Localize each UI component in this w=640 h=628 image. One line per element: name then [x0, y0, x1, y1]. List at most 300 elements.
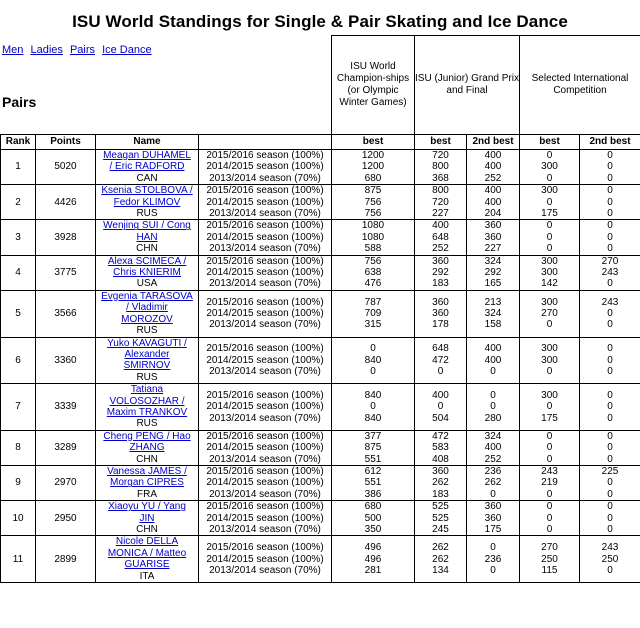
gp-best-cell — [415, 501, 467, 536]
rank-cell: 11 — [1, 536, 36, 583]
skater-name-link[interactable]: Nicole DELLA — [115, 536, 179, 548]
ic-2nd-cell — [580, 150, 640, 185]
gp-2nd-cell — [467, 150, 520, 185]
ic-2nd-cell — [580, 255, 640, 290]
nation-code: CHN — [136, 524, 158, 535]
gp-2nd-cell-value: 175 — [484, 524, 502, 535]
nation-code: RUS — [136, 418, 158, 430]
gp-best-cell-value: 292 — [432, 267, 449, 279]
ic-best-cell-value: 300 — [541, 389, 558, 401]
gp-best-cell-value: 262 — [432, 553, 449, 565]
wc-best-cell — [332, 290, 415, 337]
wc-best-cell-value: 476 — [364, 278, 382, 290]
ic-2nd-cell-value: 0 — [607, 524, 613, 535]
ic-best-cell — [520, 290, 580, 337]
gp-2nd-cell-value: 400 — [484, 343, 502, 355]
season-cell-value: 2014/2015 season (100%) — [206, 267, 324, 279]
wc-best-cell-value: 551 — [364, 453, 382, 465]
skater-name-cell — [96, 384, 199, 431]
ic-best-cell-value: 0 — [546, 442, 553, 454]
season-cell-value: 2013/2014 season (70%) — [209, 366, 321, 378]
wc-best-cell — [332, 384, 415, 431]
ic-best-cell-value: 300 — [541, 343, 558, 355]
season-cell-value: 2013/2014 season (70%) — [209, 564, 321, 576]
ic-2nd-cell-value: 0 — [607, 343, 613, 355]
season-cell — [199, 501, 332, 536]
ic-2nd-cell — [580, 430, 640, 465]
ic-best-cell-value: 243 — [541, 465, 558, 477]
season-cell-value: 2015/2016 season (100%) — [206, 150, 324, 161]
gp-2nd-cell — [467, 220, 520, 255]
ic-best-cell-value: 0 — [546, 453, 553, 465]
gp-best-cell-value: 183 — [432, 278, 449, 290]
ic-best-cell — [520, 536, 580, 583]
rank-cell: 2 — [1, 185, 36, 220]
season-cell-value: 2015/2016 season (100%) — [206, 389, 324, 401]
ic-best-cell — [520, 150, 580, 185]
season-cell-value: 2014/2015 season (100%) — [206, 477, 324, 489]
gp-best-cell-value: 134 — [432, 564, 449, 576]
ic-best-cell-value: 175 — [541, 412, 558, 424]
skater-name-link[interactable]: Vanessa JAMES / — [107, 465, 187, 477]
col-header-points: Points — [36, 135, 96, 150]
gp-best-cell-value: 504 — [432, 412, 449, 424]
season-cell-value: 2013/2014 season (70%) — [209, 524, 321, 535]
page-title: ISU World Standings for Single & Pair Skating and Ice Dance — [72, 12, 568, 31]
rank-cell: 7 — [1, 384, 36, 431]
gp-best-cell — [415, 465, 467, 500]
gp-best-cell-value: 400 — [432, 389, 449, 401]
wc-best-cell — [332, 337, 415, 384]
gp-best-cell — [415, 430, 467, 465]
wc-best-cell-value: 0 — [370, 343, 376, 355]
season-cell-value: 2014/2015 season (100%) — [206, 231, 324, 243]
gp-2nd-cell-value: 280 — [484, 412, 502, 424]
season-cell-value: 2015/2016 season (100%) — [206, 343, 324, 355]
ic-best-cell-value: 0 — [546, 488, 553, 500]
gp-2nd-cell-value: 0 — [490, 542, 496, 554]
gp-best-cell-value: 360 — [432, 465, 449, 477]
season-cell-value: 2015/2016 season (100%) — [206, 542, 324, 554]
ic-best-cell-value: 219 — [541, 477, 558, 489]
ic-best-cell — [520, 255, 580, 290]
season-cell-value: 2013/2014 season (70%) — [209, 412, 321, 424]
ic-best-cell-value: 0 — [546, 150, 553, 161]
ic-2nd-cell-value: 0 — [607, 512, 613, 524]
nation-code: RUS — [136, 208, 158, 220]
ic-2nd-cell-value: 0 — [607, 412, 613, 424]
rank-cell: 8 — [1, 430, 36, 465]
gp-2nd-cell — [467, 185, 520, 220]
wc-best-cell — [332, 465, 415, 500]
ic-best-cell — [520, 384, 580, 431]
skater-name-link[interactable]: ZHANG — [129, 442, 165, 454]
skater-name-link[interactable]: Tatiana — [130, 384, 164, 396]
table-row — [1, 384, 640, 431]
nav-link-ladies[interactable]: Ladies — [30, 44, 63, 56]
wc-best-cell-value: 1080 — [361, 231, 385, 243]
col-header-wc-best: best — [332, 135, 415, 150]
skater-name-link[interactable]: Maxim TRANKOV — [106, 406, 188, 418]
gp-2nd-cell-value: 0 — [490, 389, 496, 401]
gp-2nd-cell-value: 252 — [484, 453, 502, 465]
skater-name-cell — [96, 255, 199, 290]
wc-best-cell-value: 1200 — [361, 161, 385, 173]
ic-best-cell-value: 115 — [541, 564, 558, 576]
gp-2nd-cell-value: 0 — [490, 488, 496, 500]
ic-best-cell — [520, 501, 580, 536]
points-cell: 2950 — [36, 501, 96, 536]
season-cell-value: 2013/2014 season (70%) — [209, 453, 321, 465]
skater-name-link[interactable]: JIN — [139, 512, 155, 524]
col-header-ic-best: best — [520, 135, 580, 150]
wc-best-cell-value: 840 — [364, 412, 382, 424]
gp-2nd-cell-value: 400 — [484, 150, 502, 161]
skater-name-link[interactable]: Meagan DUHAMEL — [103, 150, 191, 161]
ic-2nd-cell-value: 0 — [607, 564, 613, 576]
wc-best-cell-value: 0 — [370, 401, 376, 413]
skater-name-link[interactable]: SMIRNOV — [123, 360, 171, 372]
ic-best-cell-value: 300 — [541, 255, 558, 267]
ic-2nd-cell — [580, 220, 640, 255]
ic-best-cell-value: 0 — [546, 430, 553, 442]
skater-name-cell — [96, 337, 199, 384]
gp-2nd-cell — [467, 255, 520, 290]
group-header-grand-prix: ISU (Junior) Grand Prix and Final — [415, 36, 520, 135]
season-cell-value: 2014/2015 season (100%) — [206, 512, 324, 524]
nation-code: CAN — [136, 172, 158, 184]
gp-best-cell — [415, 384, 467, 431]
skater-name-link[interactable]: MOROZOV — [121, 313, 173, 325]
nav-link-men[interactable]: Men — [2, 44, 24, 56]
season-cell-value: 2015/2016 season (100%) — [206, 430, 324, 442]
rank-cell: 9 — [1, 465, 36, 500]
ic-2nd-cell-value: 0 — [607, 477, 613, 489]
gp-best-cell-value: 720 — [432, 196, 449, 208]
gp-best-cell-value: 178 — [432, 319, 449, 331]
table-row — [1, 337, 640, 384]
gp-best-cell-value: 0 — [437, 401, 444, 413]
ic-2nd-cell-value: 0 — [607, 430, 613, 442]
ic-2nd-cell-value: 0 — [607, 208, 613, 220]
season-cell-value: 2013/2014 season (70%) — [209, 243, 321, 255]
season-cell-value: 2013/2014 season (70%) — [209, 488, 321, 500]
wc-best-cell-value: 840 — [364, 354, 382, 366]
ic-best-cell-value: 0 — [546, 231, 553, 243]
gp-best-cell-value: 400 — [432, 220, 449, 232]
skater-name-link[interactable]: Yuko KAVAGUTI / — [107, 337, 187, 349]
skater-name-link[interactable]: Xiaoyu YU / Yang — [108, 501, 186, 513]
table-row — [1, 290, 640, 337]
skater-name-link[interactable]: Morgan CIPRES — [110, 477, 184, 489]
points-cell: 3928 — [36, 220, 96, 255]
gp-2nd-cell-value: 292 — [484, 267, 502, 279]
gp-best-cell-value: 360 — [432, 255, 449, 267]
gp-2nd-cell-value: 400 — [484, 442, 502, 454]
wc-best-cell-value: 787 — [364, 296, 382, 308]
gp-2nd-cell-value: 213 — [484, 296, 502, 308]
ic-best-cell-value: 250 — [541, 553, 558, 565]
gp-best-cell-value: 368 — [432, 172, 449, 184]
ic-2nd-cell-value: 0 — [607, 354, 613, 366]
gp-2nd-cell-value: 0 — [490, 401, 496, 413]
gp-best-cell-value: 525 — [432, 501, 449, 513]
gp-2nd-cell-value: 165 — [484, 278, 502, 290]
ic-best-cell — [520, 465, 580, 500]
season-cell-value: 2015/2016 season (100%) — [206, 501, 324, 513]
section-heading: Pairs — [2, 94, 37, 110]
gp-2nd-cell-value: 0 — [490, 564, 496, 576]
ic-2nd-cell-value: 0 — [607, 220, 613, 232]
table-row — [1, 150, 640, 185]
wc-best-cell-value: 680 — [364, 501, 382, 513]
season-cell-value: 2014/2015 season (100%) — [206, 307, 324, 319]
ic-2nd-cell-value: 0 — [607, 172, 613, 184]
skater-name-link[interactable]: Cheng PENG / Hao — [103, 430, 191, 442]
ic-2nd-cell — [580, 384, 640, 431]
points-cell: 4426 — [36, 185, 96, 220]
ic-best-cell-value: 0 — [546, 401, 553, 413]
season-cell-value: 2014/2015 season (100%) — [206, 553, 324, 565]
gp-2nd-cell-value: 360 — [484, 512, 502, 524]
skater-name-link[interactable]: Alexa SCIMECA / — [107, 255, 187, 267]
ic-best-cell-value: 300 — [541, 185, 558, 197]
wc-best-cell-value: 551 — [364, 477, 382, 489]
ic-2nd-cell-value: 0 — [607, 366, 613, 378]
ic-2nd-cell-value: 0 — [607, 243, 613, 255]
skater-name-cell — [96, 150, 199, 185]
ic-best-cell-value: 142 — [541, 278, 558, 290]
wc-best-cell-value: 386 — [364, 488, 382, 500]
gp-2nd-cell-value: 360 — [484, 231, 502, 243]
ic-2nd-cell — [580, 185, 640, 220]
skater-name-cell — [96, 430, 199, 465]
nation-code: CHN — [136, 243, 158, 255]
season-cell-value: 2014/2015 season (100%) — [206, 161, 324, 173]
table-row — [1, 220, 640, 255]
col-header-ic-2nd: 2nd best — [580, 135, 640, 150]
group-header-world-championships: ISU World Champion-ships (or Olympic Winter Games) — [332, 36, 415, 135]
wc-best-cell-value: 756 — [364, 208, 382, 220]
season-cell-value: 2014/2015 season (100%) — [206, 354, 324, 366]
ic-best-cell-value: 0 — [546, 366, 553, 378]
group-header-international: Selected International Competition — [520, 36, 640, 135]
ic-2nd-cell-value: 0 — [607, 150, 613, 161]
season-cell — [199, 220, 332, 255]
gp-best-cell-value: 472 — [432, 354, 449, 366]
ic-2nd-cell-value: 0 — [607, 231, 613, 243]
points-cell: 3775 — [36, 255, 96, 290]
gp-best-cell-value: 360 — [432, 307, 449, 319]
wc-best-cell-value: 500 — [364, 512, 382, 524]
skater-name-link[interactable]: HAN — [136, 231, 158, 243]
wc-best-cell-value: 875 — [364, 185, 382, 197]
nation-code: CHN — [136, 453, 158, 465]
skater-name-link[interactable]: VOLOSOZHAR / — [109, 395, 185, 407]
gp-best-cell — [415, 290, 467, 337]
points-cell: 3339 — [36, 384, 96, 431]
wc-best-cell-value: 496 — [364, 542, 382, 554]
season-cell-value: 2014/2015 season (100%) — [206, 401, 324, 413]
skater-name-cell — [96, 536, 199, 583]
ic-best-cell-value: 300 — [541, 267, 558, 279]
rank-cell: 4 — [1, 255, 36, 290]
gp-2nd-cell — [467, 536, 520, 583]
gp-best-cell-value: 245 — [432, 524, 449, 535]
nav-link-ice-dance[interactable]: Ice Dance — [102, 44, 152, 56]
table-row — [1, 501, 640, 536]
rank-cell: 10 — [1, 501, 36, 536]
season-cell — [199, 430, 332, 465]
rank-cell: 1 — [1, 150, 36, 185]
season-cell-value: 2013/2014 season (70%) — [209, 208, 321, 220]
season-cell-value: 2013/2014 season (70%) — [209, 278, 321, 290]
skater-name-link[interactable]: GUARISE — [124, 559, 170, 571]
wc-best-cell — [332, 185, 415, 220]
gp-best-cell-value: 800 — [432, 185, 449, 197]
ic-2nd-cell-value: 0 — [607, 307, 613, 319]
wc-best-cell-value: 315 — [364, 319, 382, 331]
skater-name-cell — [96, 185, 199, 220]
ic-2nd-cell-value: 0 — [607, 501, 613, 513]
ic-best-cell — [520, 337, 580, 384]
standings-table — [0, 35, 640, 583]
season-cell — [199, 384, 332, 431]
season-cell — [199, 185, 332, 220]
season-cell-value: 2015/2016 season (100%) — [206, 220, 324, 232]
rank-cell: 3 — [1, 220, 36, 255]
table-row — [1, 430, 640, 465]
ic-best-cell-value: 270 — [541, 307, 558, 319]
season-cell — [199, 536, 332, 583]
gp-2nd-cell — [467, 430, 520, 465]
gp-best-cell-value: 583 — [432, 442, 449, 454]
ic-2nd-cell-value: 0 — [607, 488, 613, 500]
skater-name-cell — [96, 290, 199, 337]
skater-name-link[interactable]: Alexander — [124, 348, 170, 360]
gp-best-cell-value: 360 — [432, 296, 449, 308]
wc-best-cell-value: 0 — [370, 366, 376, 378]
ic-2nd-cell — [580, 337, 640, 384]
gp-2nd-cell-value: 400 — [484, 354, 502, 366]
ic-best-cell-value: 175 — [541, 208, 558, 220]
gp-2nd-cell-value: 400 — [484, 161, 502, 173]
points-cell: 5020 — [36, 150, 96, 185]
wc-best-cell — [332, 430, 415, 465]
wc-best-cell-value: 588 — [364, 243, 382, 255]
skater-name-cell — [96, 465, 199, 500]
gp-2nd-cell-value: 252 — [484, 172, 502, 184]
season-cell-value: 2014/2015 season (100%) — [206, 442, 324, 454]
gp-2nd-cell-value: 324 — [484, 255, 502, 267]
ic-2nd-cell-value: 225 — [601, 465, 619, 477]
gp-2nd-cell — [467, 384, 520, 431]
gp-2nd-cell — [467, 337, 520, 384]
wc-best-cell-value: 1200 — [361, 150, 385, 161]
gp-best-cell — [415, 185, 467, 220]
gp-best-cell-value: 525 — [432, 512, 449, 524]
ic-2nd-cell-value: 0 — [607, 319, 613, 331]
nation-code: RUS — [136, 371, 158, 383]
gp-best-cell-value: 262 — [432, 542, 449, 554]
skater-name-link[interactable]: Chris KNIERIM — [113, 267, 181, 279]
gp-best-cell-value: 648 — [432, 343, 449, 355]
skater-name-link[interactable]: Wenjing SUI / Cong — [103, 220, 191, 232]
rank-cell: 5 — [1, 290, 36, 337]
skater-name-link[interactable]: Fedor KLIMOV — [113, 196, 181, 208]
points-cell: 2899 — [36, 536, 96, 583]
wc-best-cell-value: 709 — [364, 307, 382, 319]
ic-2nd-cell-value: 0 — [607, 185, 613, 197]
nav-link-pairs[interactable]: Pairs — [69, 44, 96, 56]
gp-best-cell — [415, 220, 467, 255]
wc-best-cell-value: 875 — [364, 442, 382, 454]
nation-code: USA — [136, 278, 158, 290]
gp-2nd-cell-value: 236 — [484, 465, 502, 477]
ic-2nd-cell-value: 0 — [607, 161, 613, 173]
gp-2nd-cell-value: 324 — [484, 430, 502, 442]
gp-best-cell — [415, 150, 467, 185]
points-cell: 3289 — [36, 430, 96, 465]
gp-2nd-cell-value: 360 — [484, 220, 502, 232]
wc-best-cell-value: 638 — [364, 267, 382, 279]
wc-best-cell-value: 496 — [364, 553, 382, 565]
skater-name-link[interactable]: Ksenia STOLBOVA / — [101, 185, 193, 197]
ic-best-cell-value: 0 — [546, 243, 553, 255]
wc-best-cell — [332, 220, 415, 255]
skater-name-link[interactable]: / Eric RADFORD — [109, 161, 185, 173]
gp-2nd-cell-value: 324 — [484, 307, 502, 319]
skater-name-link[interactable]: Evgenia TARASOVA — [101, 290, 193, 302]
ic-best-cell-value: 300 — [541, 296, 558, 308]
season-cell — [199, 290, 332, 337]
ic-2nd-cell-value: 0 — [607, 401, 613, 413]
col-header-rank: Rank — [1, 135, 36, 150]
col-header-name: Name — [96, 135, 199, 150]
ic-best-cell-value: 0 — [546, 172, 553, 184]
season-cell-value: 2014/2015 season (100%) — [206, 196, 324, 208]
ic-2nd-cell — [580, 501, 640, 536]
season-cell-value: 2013/2014 season (70%) — [209, 319, 321, 331]
wc-best-cell — [332, 255, 415, 290]
gp-best-cell-value: 648 — [432, 231, 449, 243]
ic-best-cell-value: 0 — [546, 512, 553, 524]
ic-2nd-cell — [580, 536, 640, 583]
wc-best-cell-value: 756 — [364, 255, 382, 267]
gp-2nd-cell-value: 400 — [484, 196, 502, 208]
ic-best-cell-value: 0 — [546, 524, 553, 535]
ic-best-cell-value: 300 — [541, 354, 558, 366]
gp-best-cell — [415, 536, 467, 583]
season-cell-value: 2015/2016 season (100%) — [206, 296, 324, 308]
gp-2nd-cell-value: 204 — [484, 208, 502, 220]
ic-2nd-cell-value: 0 — [607, 453, 613, 465]
wc-best-cell-value: 377 — [364, 430, 382, 442]
ic-2nd-cell-value: 250 — [601, 553, 619, 565]
ic-2nd-cell-value: 243 — [601, 542, 619, 554]
nation-code: RUS — [136, 325, 158, 337]
ic-best-cell — [520, 220, 580, 255]
col-header-gp-best: best — [415, 135, 467, 150]
wc-best-cell — [332, 501, 415, 536]
skater-name-link[interactable]: MONICA / Matteo — [107, 547, 187, 559]
skater-name-link[interactable]: / Vladimir — [126, 302, 168, 314]
gp-2nd-cell — [467, 290, 520, 337]
ic-2nd-cell-value: 270 — [601, 255, 619, 267]
gp-2nd-cell-value: 0 — [490, 366, 496, 378]
season-cell — [199, 337, 332, 384]
gp-2nd-cell-value: 262 — [484, 477, 502, 489]
